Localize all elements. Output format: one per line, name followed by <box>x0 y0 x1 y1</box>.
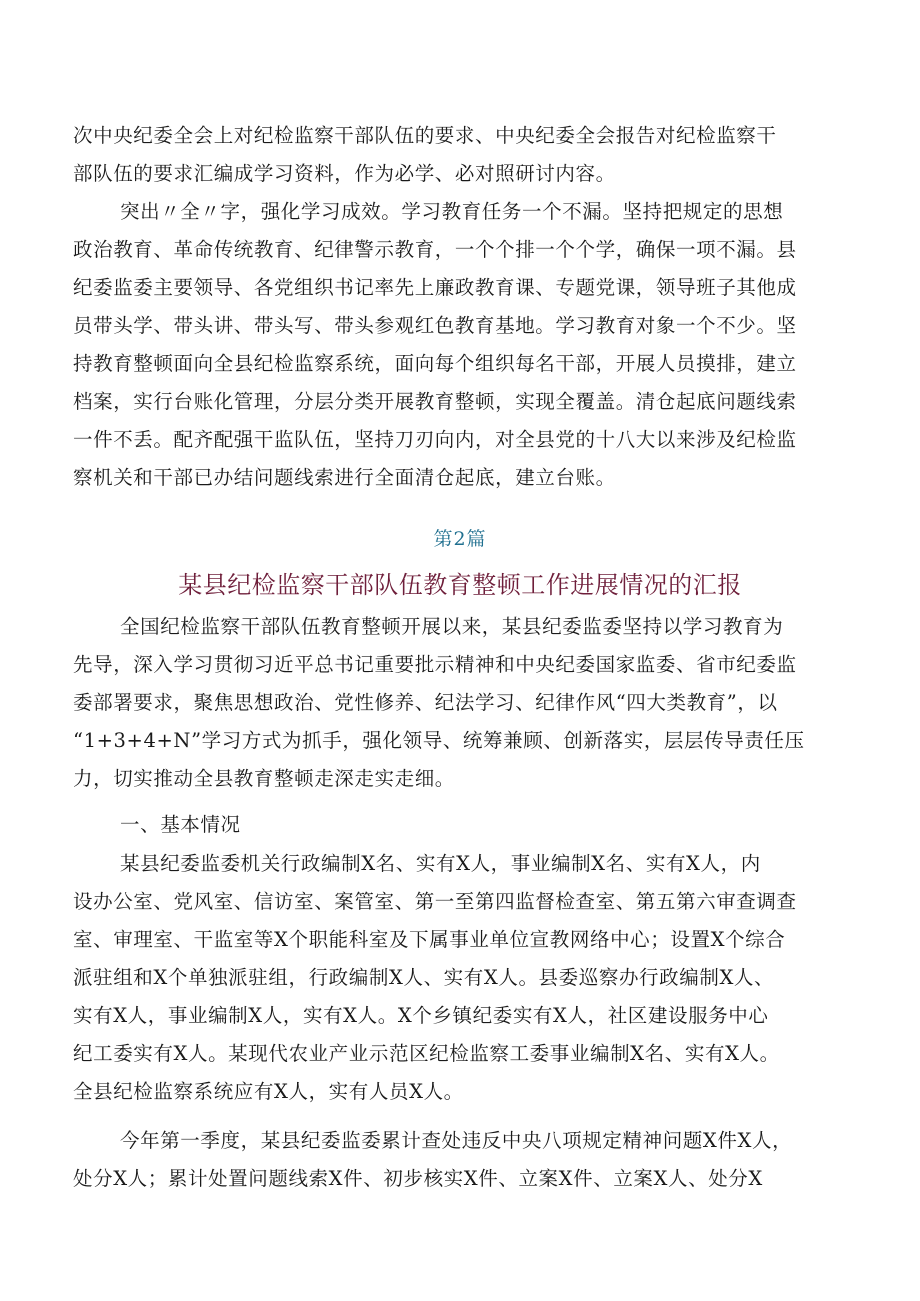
text-line: 先导，深入学习贯彻习近平总书记重要批示精神和中央纪委国家监委、省市纪委监 <box>73 653 797 676</box>
text-line: 档案，实行台账化管理，分层分类开展教育整顿，实现全覆盖。清仓起底问题线索 <box>73 390 797 413</box>
text-line: 纪工委实有X人。某现代农业产业示范区纪检监察工委事业编制X名、实有X人。 <box>73 1042 780 1065</box>
text-line: 政治教育、革命传统教育、纪律警示教育，一个个排一个个学，确保一项不漏。县 <box>73 238 797 261</box>
text-line: 次中央纪委全会上对纪检监察干部队伍的要求、中央纪委全会报告对纪检监察干 <box>73 124 777 147</box>
text-line: 一件不丢。配齐配强干监队伍，坚持刀刃向内，对全县党的十八大以来涉及纪检监 <box>73 428 797 451</box>
text-line: 力，切实推动全县教育整顿走深走实走细。 <box>73 767 455 790</box>
paragraph-start: 今年第一季度，某县纪委监委累计查处违反中央八项规定精神问题X件X人， <box>120 1129 793 1152</box>
text-line: 派驻组和X个单独派驻组，行政编制X人、实有X人。县委巡察办行政编制X人、 <box>73 966 775 989</box>
text-line: 实有X人，事业编制X人，实有X人。X个乡镇纪委实有X人，社区建设服务中心 <box>73 1004 769 1027</box>
text-line: 纪委监委主要领导、各党组织书记率先上廉政教育课、专题党课，领导班子其他成 <box>73 276 797 299</box>
text-line: 设办公室、党风室、信访室、案管室、第一至第四监督检查室、第五第六审查调查 <box>73 890 797 913</box>
text-line: 部队伍的要求汇编成学习资料，作为必学、必对照研讨内容。 <box>73 162 616 185</box>
paragraph-start: 全国纪检监察干部队伍教育整顿开展以来，某县纪委监委坚持以学习教育为 <box>120 615 784 638</box>
text-line: 室、审理室、干监室等X个职能科室及下属事业单位宣教网络中心；设置X个综合 <box>73 928 786 951</box>
text-line: “1+3+4+N”学习方式为抓手，强化领导、统筹兼顾、创新落实，层层传导责任压 <box>73 729 805 752</box>
text-line: 委部署要求，聚焦思想政治、党性修养、纪法学习、纪律作风“四大类教育”，以 <box>73 691 778 714</box>
part-label: 第2篇 <box>433 528 487 550</box>
section-heading: 一、基本情况 <box>120 813 241 836</box>
text-line: 全县纪检监察系统应有X人，实有人员X人。 <box>73 1080 464 1103</box>
text-line: 察机关和干部已办结问题线索进行全面清仓起底，建立台账。 <box>73 466 616 489</box>
text-line: 处分X人；累计处置问题线索X件、初步核实X件、立案X件、立案X人、处分X <box>73 1167 763 1190</box>
text-line: 持教育整顿面向全县纪检监察系统，面向每个组织每名干部，开展人员摸排，建立 <box>73 352 797 375</box>
text-line: 员带头学、带头讲、带头写、带头参观红色教育基地。学习教育对象一个不少。坚 <box>73 314 797 337</box>
document-title: 某县纪检监察干部队伍教育整顿工作进展情况的汇报 <box>178 571 742 599</box>
paragraph-start: 某县纪委监委机关行政编制X名、实有X人，事业编制X名、实有X人，内 <box>120 852 761 875</box>
paragraph-start: 突出〃全〃字，强化学习成效。学习教育任务一个不漏。坚持把规定的思想 <box>120 200 784 223</box>
